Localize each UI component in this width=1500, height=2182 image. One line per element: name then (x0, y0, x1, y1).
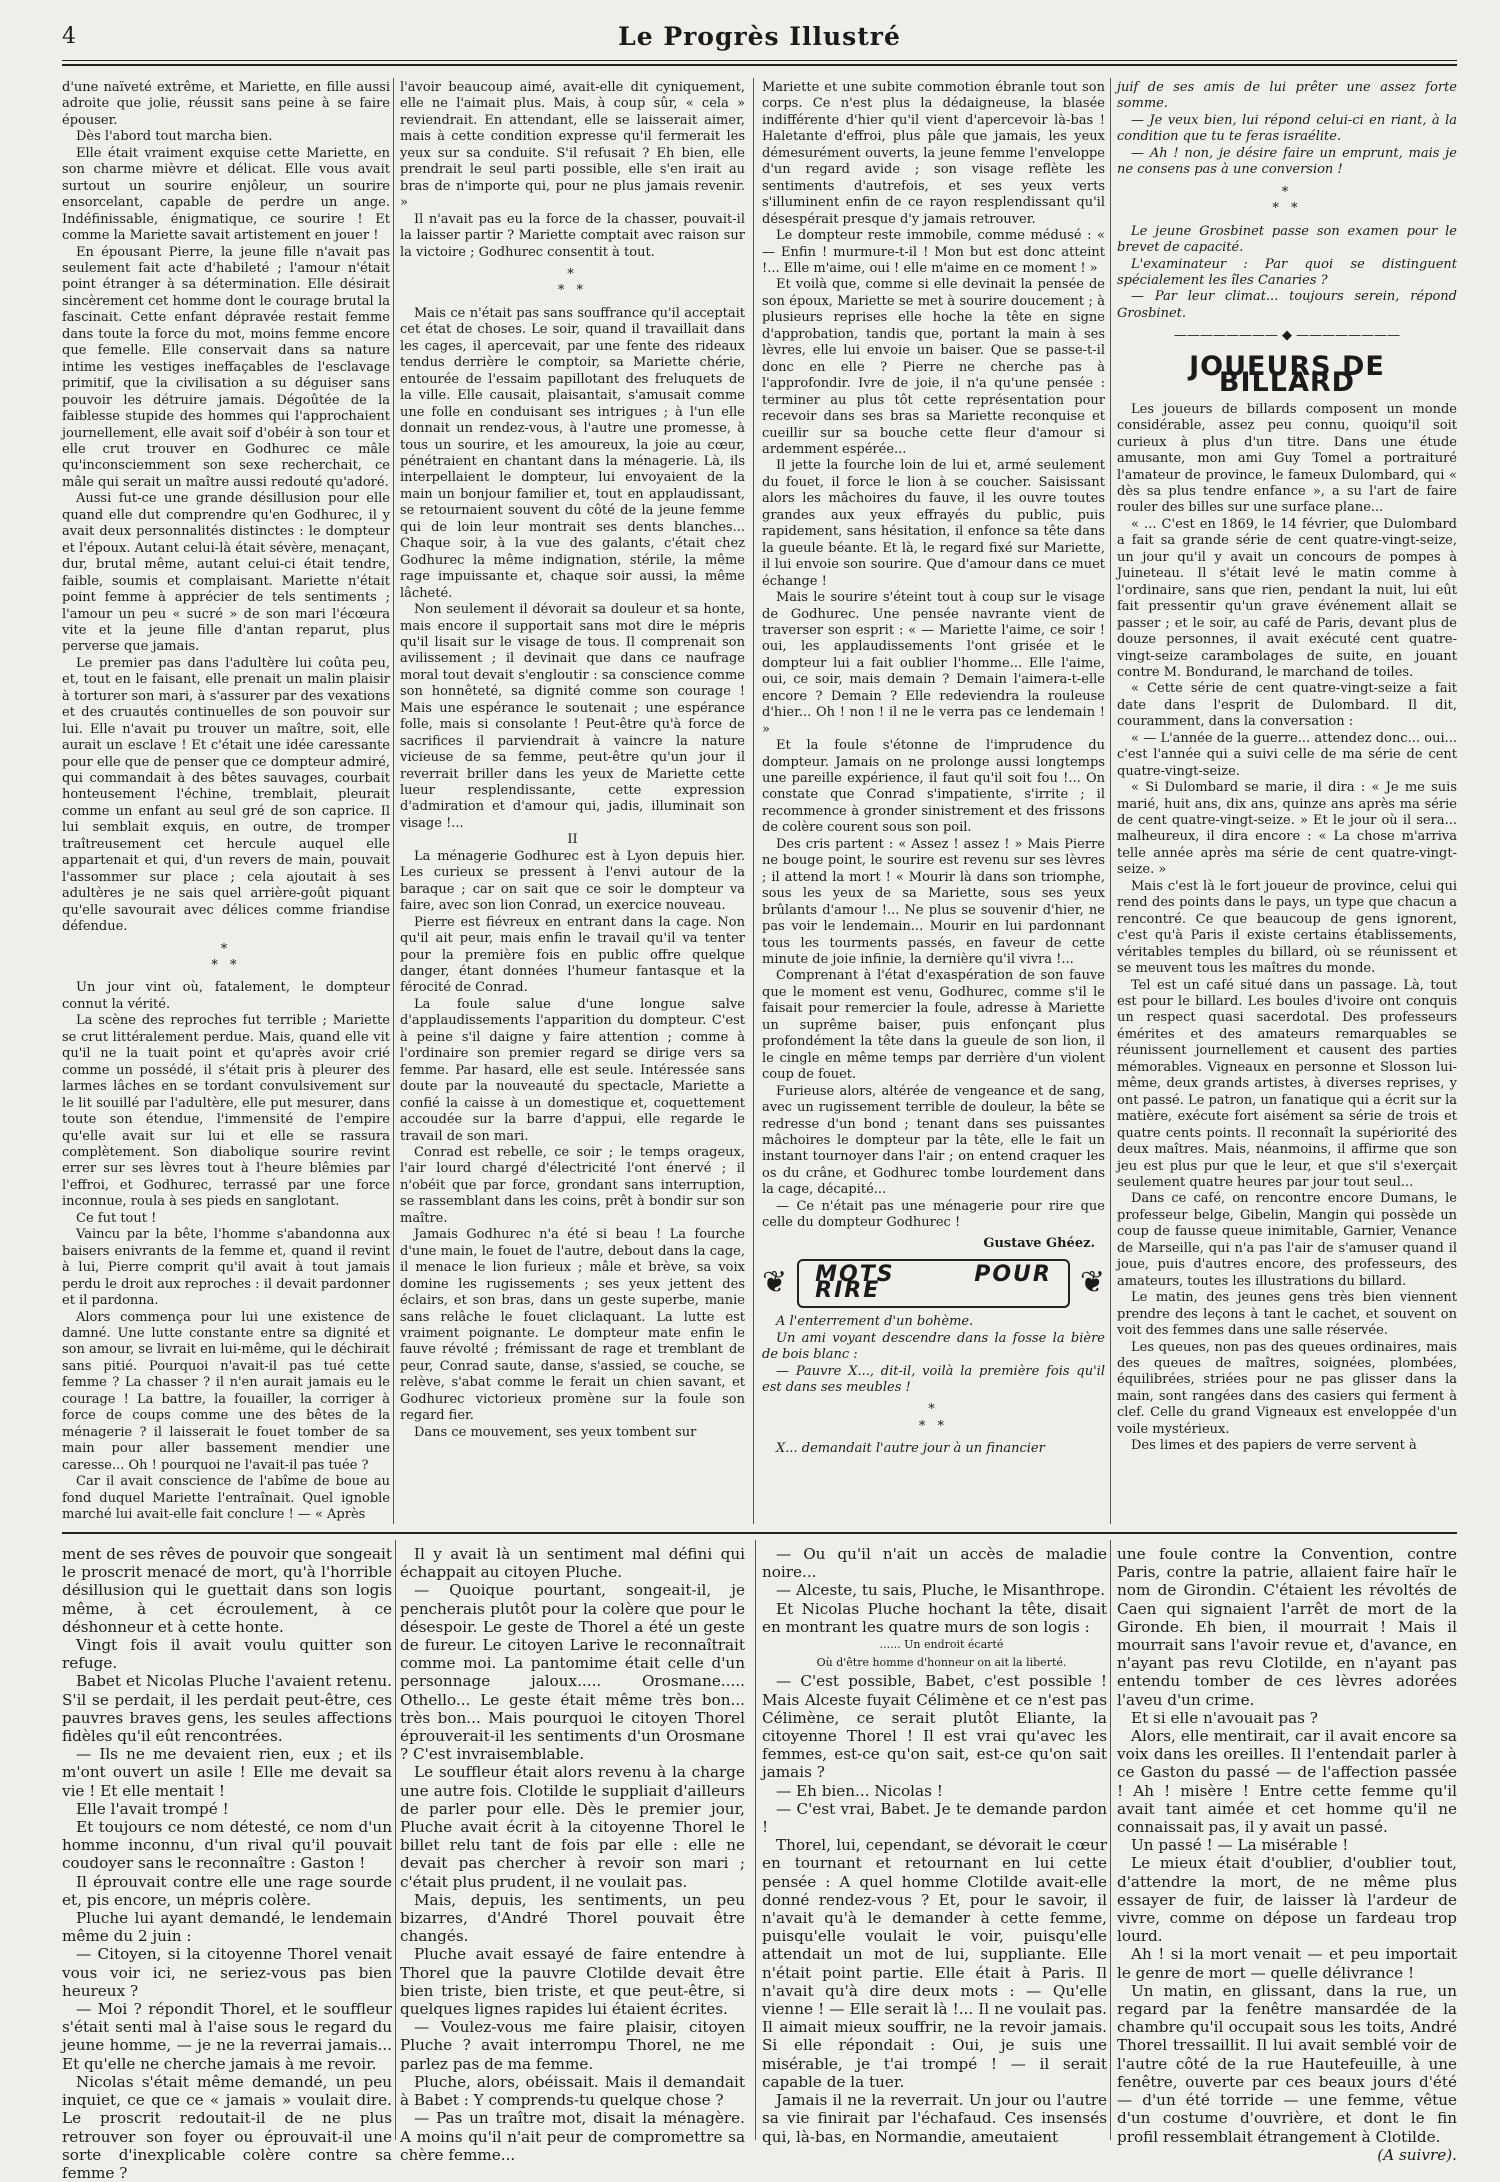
column-divider (753, 78, 754, 1524)
section-stars: * * * (211, 941, 241, 974)
paragraph: ment de ses rêves de pouvoir que songeait le proscrit menacé de mort, qu'à l'horrible désillusion qui le guettait dans son logis même, à cet écroulement, à ce déshonneur et à cette honte. (62, 1545, 392, 1636)
paragraph: Mais le sourire s'éteint tout à coup sur le visage de Godhurec. Une pensée navrante vient de traverser son esprit : « — Mariette l'aime, ce soir ! oui, les applaudissements l'ont grisée et le dompteur lui a fait oublier l'homme... Elle l'aime, oui, ce soir, mais demain ? Demain l'aimera-t-elle encore ? Demain ? Elle redeviendra la rouleuse d'hier... Oh ! non ! il ne le verra pas ce lendemain ! » (762, 590, 1105, 737)
masthead-title: Le Progrès Illustré (618, 22, 901, 51)
verse-quote: ...... Un endroit écarté (879, 1638, 1004, 1652)
paragraph: Alors, elle mentirait, car il avait encore sa voix dans les oreilles. Il l'entendait parler à ce Gaston du passé — de l'affection passée ! Ah ! misère ! Entre cette femme qu'il avait tant aimée et cet homme qu'il ne connaissait pas, il y avait un passé. (1117, 1727, 1457, 1837)
verse-quote: Où d'être homme d'honneur on ait la liberté. (816, 1656, 1067, 1670)
paragraph: Et la foule s'étonne de l'imprudence du dompteur. Jamais on ne prolonge aussi longtemps une pareille expérience, il faut qu'il soit fou !... On constate que Conrad s'impatiente, s'irrite ; il recommence à gronder sinistrement et des frissons de colère courent sous son poil. (762, 738, 1105, 836)
paragraph: Babet et Nicolas Pluche l'avaient retenu. S'il se perdait, il les perdait peut-être, ces pauvres braves gens, les seules affections fidèles qu'il eût rencontrées. (62, 1672, 392, 1746)
column-divider (393, 78, 394, 1524)
paragraph: « — L'année de la guerre... attendez donc... oui... c'est l'année qui a suivi celle de ma série de cent quatre-vingt-seize. (1117, 730, 1457, 779)
paragraph: Pluche avait essayé de faire entendre à Thorel que la pauvre Clotilde devait être bien triste, bien triste, et que peut-être, si quelques lignes rapides lui étaient écrites. (400, 1945, 745, 2019)
paragraph: Ah ! si la mort venait — et peu importait le genre de mort — quelle délivrance ! (1117, 1945, 1457, 1982)
paragraph: Ce fut tout ! (76, 1210, 157, 1226)
paragraph: Pierre est fiévreux en entrant dans la cage. Non qu'il ait peur, mais enfin le travail qu'il va tenter pour la première fois en public offre quelque danger, étant données l'humeur fantasque et la férocité de Conrad. (400, 914, 745, 996)
paragraph: Un matin, en glissant, dans la rue, un regard par la fenêtre mansardée de la chambre qu'il occupait sous les toits, André Thorel tressaillit. Il lui avait semblé voir de l'autre côté de la rue Hautefeuille, à une fenêtre, ouverte par ces beaux jours d'été — d'un été torride — une femme, vêtue d'un costume d'ouvrière, et dont le fin profil ressemblait étrangement à Clotilde. (1117, 1981, 1457, 2146)
paragraph: — Quoique pourtant, songeait-il, je pencherais plutôt pour la colère que pour le désespoir. Le geste de Thorel a été un geste de fureur. Le citoyen Larive le reconnaîtrait comme moi. La pantomime était celle d'un personnage jaloux..... Orosmane..... Othello... Le geste était même très bon... très bon... Mais pourquoi le citoyen Thorel éprouverait-il les sentiments d'un Orosmane ? C'est invraisemblable. (400, 1581, 745, 1764)
paragraph: — Alceste, tu sais, Pluche, le Misanthrope. (776, 1581, 1106, 1600)
paragraph: — Citoyen, si la citoyenne Thorel venait vous voir ici, ne seriez-vous pas bien heureux ? (62, 1945, 392, 2000)
paragraph: d'une naïveté extrême, et Mariette, en fille aussi adroite que jolie, réussit sans peine à se faire épouser. (62, 80, 390, 128)
paragraph: — Moi ? répondit Thorel, et le souffleur s'était senti mal à l'aise sous le regard du jeune homme, — je ne la reverrai jamais... Et qu'elle ne cherche jamais à me revoir. (62, 2000, 392, 2073)
paragraph: Des cris partent : « Assez ! assez ! » Mais Pierre ne bouge point, le sourire est revenu sur ses lèvres ; il attend la mort ! « Mourir là dans son triomphe, sous les yeux de sa Mariette, sous ses yeux brûlants d'amour !... Ne plus se souvenir d'hier, ne pas voir le lendemain... Mourir en lui pardonnant tous les tourments passés, en faveur de cette minute de joie infinie, la dernière qu'il vivra !... (762, 836, 1105, 968)
column-divider (755, 1540, 756, 2140)
paragraph: Les joueurs de billards composent un monde considérable, assez peu connu, quoiqu'il soit curieux à plus d'un titre. Dans une étude amusante, mon ami Guy Tomel a portraituré l'amateur de province, le fameux Dulombard, qui « dès sa plus tendre enfance », a su l'art de faire rouler des billes sur une surface plane... (1117, 401, 1457, 516)
section-number: II (567, 832, 578, 848)
ornament-icon: ❦ (1079, 1265, 1105, 1301)
paragraph: La scène des reproches fut terrible ; Mariette se crut littéralement perdue. Mais, quand elle vit qu'il ne la tuait point et qu'après avoir crié comme un possédé, il s'était pris à pleurer des larmes lâches en se tordant convulsivement sur le lit souillé par l'adultère, elle put mesurer, dans toute son étendue, l'immensité de l'empire qu'elle avait sur lui et elle se rassura complètement. Son diabolique sourire revint errer sur ses lèvres tout à l'heure blêmies par l'effroi, et Godhurec, terrassé par une force inconnue, roula à ses pieds en sanglotant. (62, 1013, 390, 1210)
paragraph: l'avoir beaucoup aimé, avait-elle dit cyniquement, elle ne l'aimait plus. Mais, à coup sûr, « cela » reviendrait. En attendant, elle se laisserait aimer, mais à cette condition expresse qu'il fermerait les yeux sur sa conduite. S'il refusait ? Eh bien, elle prendrait le seul parti possible, elle s'en irait au bras de n'importe qui, pour ne plus jamais revenir. » (400, 80, 745, 211)
paragraph: — Ils ne me devaient rien, eux ; et ils m'ont ouvert un asile ! Elle me devait sa vie ! Et elle mentait ! (62, 1745, 392, 1800)
paragraph: Pluche, alors, obéissait. Mais il demandait à Babet : Y comprends-tu quelque chose ? (400, 2072, 745, 2110)
paragraph: Vingt fois il avait voulu quitter son refuge. (62, 1636, 392, 1673)
paragraph: — Eh bien... Nicolas ! (776, 1781, 943, 1800)
paragraph: Conrad est rebelle, ce soir ; le temps orageux, l'air lourd chargé d'électricité l'ont énervé ; il n'obéit que par force, grondant sans interruption, se rassemblant dans les coins, prêt à bondir sur son maître. (400, 1145, 745, 1226)
paragraph: Mais ce n'était pas sans souffrance qu'il acceptait cet état de choses. Le soir, quand il travaillait dans les cages, il apercevait, par une fente des rideaux tendus derrière le comptoir, sa Mariette chérie, entourée de l'essaim papillotant des freluquets de la ville. Elle causait, plaisantait, s'amusait comme une folle en conduisant ses intrigues ; à l'un elle donnait un rendez-vous, à l'autre une promesse, à tous un sourire, et les amoureux, la joie au cœur, pénétraient en chantant dans la ménagerie. Là, ils interpellaient le dompteur, lui envoyaient de la main un bonjour familier et, tout en applaudissant, se retournaient souvent du côté de la jeune femme qui de loin leur montrait ses dents blanches... Chaque soir, à la vue des galants, c'était chez Godhurec la même indignation, stérile, la même rage impuissante et, chaque soir aussi, la même lâcheté. (400, 305, 745, 601)
joke-line: X... demandait l'autre jour à un financier (776, 1441, 1045, 1457)
paragraph: Les queues, non pas des queues ordinaires, mais des queues de maîtres, soignées, plombées, équilibrées, striées pour ne pas glisser dans la main, sont rangées dans des casiers qui ferment à clef. Celle du grand Vigneaux est enveloppée d'un voile mystérieux. (1117, 1339, 1457, 1437)
feuilleton-rule (62, 1532, 1457, 1534)
paragraph: — C'est possible, Babet, c'est possible ! Mais Alceste fuyait Célimène et ce n'est pas Célimène, ce serait plutôt Eliante, la citoyenne Thorel ! Il est vrai qu'avec les femmes, est-ce qu'on sait, est-ce qu'on sait jamais ? (762, 1672, 1107, 1782)
paragraph: Jamais il ne la reverrait. Un jour ou l'autre sa vie finirait par l'échafaud. Ces insensés qui, là-bas, en Normandie, ameutaient (762, 2091, 1107, 2146)
paragraph: Comprenant à l'état d'exaspération de son fauve que le moment est venu, Godhurec, comme s'il le faisait pour remercier la foule, adresse à Mariette un suprême baiser, puis enfonçant plus profondément la tête dans la gueule de son lion, il le cingle en même temps par derrière d'un violent coup de fouet. (762, 968, 1105, 1083)
paragraph: La foule salue d'une longue salve d'applaudissements l'apparition du dompteur. C'est à peine s'il daigne y faire attention ; comme à l'ordinaire son premier regard se dirige vers sa femme. Par hasard, elle est seule. Intéressée sans doute par la nouveauté du spectacle, Mariette a confié la caisse à un domestique et, coquettement accoudée sur la barre d'appui, elle regarde le travail de son mari. (400, 996, 745, 1144)
joke-line: — Je veux bien, lui répond celui-ci en riant, à la condition que tu te feras israélite. (1117, 112, 1457, 145)
paragraph: — Ce n'était pas une ménagerie pour rire que celle du dompteur Godhurec ! (762, 1198, 1105, 1231)
author-signature: Gustave Ghéez. (983, 1235, 1095, 1251)
paragraph: « Cette série de cent quatre-vingt-seize a fait date dans l'esprit de Dulombard. Il dit, couramment, dans la conversation : (1117, 681, 1457, 730)
paragraph: Un passé ! — La misérable ! (1131, 1836, 1349, 1855)
paragraph: Non seulement il dévorait sa douleur et sa honte, mais encore il supportait sans mot dire le mépris qu'il lisait sur le visage de tous. Il comprenait son avilissement ; il devinait que dans ce naufrage moral tout devait s'engloutir : sa conscience comme son honnêteté, sa dignité comme son courage ! Mais une espérance le soutenait ; une espérance folle, mais si consolante ! Peut-être qu'à force de sacrifices il parviendrait à vaincre la nature vicieuse de sa femme, peut-être qu'un jour il reverrait briller dans les yeux de Mariette cette lueur resplendissante, cette expression d'admiration et d'amour qui, jadis, illuminait son visage !... (400, 602, 745, 831)
header-rule-thick (62, 64, 1457, 66)
joke-line: L'examinateur : Par quoi se distinguent spécialement les îles Canaries ? (1117, 256, 1457, 288)
paragraph: Alors commença pour lui une existence de damné. Une lutte constante entre sa dignité et son amour, se livrait en lui-même, qui le déchirait sans pitié. Pourquoi n'avait-il pas tué cette femme ? La chasser ? il n'en aurait jamais eu le courage ! La battre, la fouailler, la corriger à force de coups comme une des bêtes de la ménagerie ? il laisserait le fouet tomber de sa main pour aller bassement mendier une caresse... Oh ! pourquoi ne l'avait-il pas tuée ? (62, 1309, 390, 1473)
paragraph: Il éprouvait contre elle une rage sourde et, pis encore, un mépris colère. (62, 1872, 392, 1909)
page-header (62, 22, 1457, 52)
paragraph: Des limes et des papiers de verre servent à (1131, 1438, 1417, 1454)
paragraph: Et toujours ce nom détesté, ce nom d'un homme inconnu, d'un rival qu'il pouvait coudoyer sans le reconnaître : Gaston ! (62, 1818, 392, 1873)
paragraph: Le souffleur était alors revenu à la charge une autre fois. Clotilde le suppliait d'ailleurs de parler pour elle. Dès le premier jour, Pluche avait écrit à la citoyenne Thorel le billet relu tant de fois par elle : elle ne devait pas chercher à revoir son mari ; c'était plus prudent, il ne voulait pas. (400, 1763, 745, 1891)
paragraph: Et Nicolas Pluche hochant la tête, disait en montrant les quatre murs de son logis : (762, 1599, 1107, 1636)
paragraph: Pluche lui ayant demandé, le lendemain même du 2 juin : (62, 1909, 392, 1946)
joke-line: Un ami voyant descendre dans la fosse la bière de bois blanc : (762, 1330, 1105, 1363)
article-headline: JOUEURS DE BILLARD (1189, 350, 1385, 399)
story-column-3 (762, 80, 1105, 1522)
feuilleton-column-3 (762, 1545, 1107, 2145)
paragraph: Dans ce café, on rencontre encore Dumans, le professeur belge, Gibelin, Mangin qui possède un coup de fausse queue inimitable, Garnier, Venance de Marseille, qui n'a pas l'air de s'amuser quand il joue, puis d'autres encore, des professeurs, des amateurs, toutes les illustrations du billard. (1117, 1191, 1457, 1289)
story-column-4 (1117, 80, 1457, 1522)
paragraph: La ménagerie Godhurec est à Lyon depuis hier. Les curieux se pressent à l'envi autour de la baraque ; car on sait que ce soir le dompteur va faire, avec son lion Conrad, un exercice nouveau. (400, 848, 745, 914)
joke-line: Le jeune Grosbinet passe son examen pour le brevet de capacité. (1117, 223, 1457, 256)
feuilleton-column-4 (1117, 1545, 1457, 2164)
paragraph: Et si elle n'avouait pas ? (1131, 1708, 1318, 1727)
paragraph: Le matin, des jeunes gens très bien viennent prendre des leçons à tant le cachet, et souvent on voit des femmes dans une salle réservée. (1117, 1290, 1457, 1339)
paragraph: Dès l'abord tout marcha bien. (76, 129, 273, 145)
paragraph: Furieuse alors, altérée de vengeance et de sang, avec un rugissement terrible de douleur, la bête se redresse d'un bond ; tenant dans ses puissantes mâchoires le dompteur par la tête, elle le fait un instant tournoyer dans l'air ; on entend craquer les os du crâne, et Godhurec tombe lourdement dans la cage, décapité... (762, 1083, 1105, 1198)
feuilleton-column-2 (400, 1545, 745, 2164)
paragraph: Dans ce mouvement, ses yeux tombent sur (414, 1424, 697, 1440)
paragraph: — Pas un traître mot, disait la ménagère. A moins qu'il n'ait peur de compromettre sa chère femme... (400, 2109, 745, 2164)
paragraph: Elle était vraiment exquise cette Mariette, en son charme mièvre et délicat. Elle vous avait surtout un sourire enjôleur, un sourire ensorcelant, capable de perdre un ange. Indéfinissable, énigmatique, ce sourire ! Et comme la Mariette savait artistement en jouer ! (62, 145, 390, 244)
paragraph: Mariette et une subite commotion ébranle tout son corps. Ce n'est plus la dédaigneuse, la blasée indifférente d'hier qu'il vient d'apercevoir là-bas ! Haletante d'effroi, plus pâle que jamais, les yeux démesurément ouverts, la jeune femme l'enveloppe d'un regard avide ; son visage reflète les sentiments d'autrefois, et ses yeux verts s'illuminent enfin de ce rayon resplendissant qu'il désespérait presque d'y jamais retrouver. (762, 80, 1105, 227)
page-number: 4 (62, 24, 76, 49)
paragraph: Il jette la fourche loin de lui et, armé seulement du fouet, il force le lion à se coucher. Saisissant alors les mâchoires du fauve, il les ouvre toutes grandes aux yeux effrayés du public, puis rapidement, sans hésitation, il enfonce sa tête dans la gueule béante. Et là, le regard fixé sur Mariette, il lui envoie son sourire. Que d'amour dans ce muet échange ! (762, 458, 1105, 589)
feuilleton-column-1 (62, 1545, 392, 2182)
paragraph: Vaincu par la bête, l'homme s'abandonna aux baisers enivrants de la femme et, quand il revint à lui, Pierre comprit qu'il avait à tout jamais perdu le droit aux reproches : il devait pardonner et il pardonna. (62, 1227, 390, 1309)
paragraph: Un jour vint où, fatalement, le dompteur connut la vérité. (62, 980, 390, 1012)
column-divider (1110, 1540, 1111, 2140)
paragraph: Mais c'est là le fort joueur de province, celui qui rend des points dans le pays, un type que chacun a rencontré. Ce que beaucoup de gens ignorent, c'est qu'à Paris il existe certains établissements, véritables temples du billard, où se réunissent et se meuvent tous les maîtres du monde. (1117, 878, 1457, 977)
story-column-1 (62, 80, 390, 1522)
paragraph: Thorel, lui, cependant, se dévorait le cœur en tournant et retournant en lui cette pensée : A quel homme Clotilde avait-elle donné rendez-vous ? Et, pour le savoir, il n'avait qu'à le demander à cette femme, puisqu'elle voulait le voir, puisqu'elle attendait un mot de lui, suppliante. Elle n'était point partie. Elle était à Paris. Il n'avait qu'à dire deux mots : — Qu'elle vienne ! — Elle serait là !... Il ne voulait pas. Il aimait mieux souffrir, ne la revoir jamais. Si elle répondait : Oui, je suis une misérable, je t'ai trompé ! — il serait capable de la tuer. (762, 1836, 1107, 2091)
paragraph: Mais, depuis, les sentiments, un peu bizarres, d'André Thorel pouvait être changés. (400, 1890, 745, 1946)
joke-line: A l'enterrement d'un bohème. (776, 1314, 974, 1330)
paragraph: une foule contre la Convention, contre Paris, contre la patrie, allaient faire haïr le nom de Girondin. C'étaient les révoltés de Caen qui signaient l'arrêt de mort de la Gironde. Eh bien, il mourrait ! Mais il mourrait sans l'avoir revue et, d'avance, en n'ayant pas revu Clotilde, en n'ayant pas entendu tomber de ces lèvres adorées l'aveu d'un crime. (1117, 1545, 1457, 1709)
paragraph: Jamais Godhurec n'a été si beau ! La fourche d'une main, le fouet de l'autre, debout dans la cage, il menace le lion furieux ; mâle et brève, sa voix domine les rugissements ; ses yeux jettent des éclairs, et son bras, dans un geste superbe, manie sans relâche le fouet cliclaquant. La lutte est vraiment poignante. Le dompteur mate enfin le fauve révolté ; frémissant de rage et tremblant de peur, Conrad saute, danse, s'assied, se couche, se relève, s'abat comme le ferait un chien savant, et Godhurec victorieux promène sur la foule son regard fier. (400, 1227, 745, 1424)
paragraph: Le mieux était d'oublier, d'oublier tout, d'attendre la mort, de ne même plus essayer de fuir, de laisser là l'ardeur de vivre, comme on dépose un fardeau trop lourd. (1117, 1854, 1457, 1946)
divider-ornament: ———————— ◆ ———————— (1173, 328, 1401, 344)
paragraph: Elle l'avait trompé ! (76, 1799, 229, 1818)
joke-line: — Pauvre X..., dit-il, voilà la première fois qu'il est dans ses meubles ! (762, 1363, 1105, 1395)
paragraph: Nicolas s'était même demandé, un peu inquiet, ce que ce « jamais » voulait dire. Le proscrit redoutait-il de ne plus retrouver son foyer ou éprouvait-il une sorte d'inexplicable colère contre sa femme ? (62, 2072, 392, 2182)
section-stars: * * * (1272, 184, 1302, 217)
banner-title: MOTS POUR RIRE (797, 1259, 1070, 1308)
paragraph: En épousant Pierre, la jeune fille n'avait pas seulement fait acte d'habileté ; l'amour n'était point étranger à sa détermination. Elle désirait sincèrement cet homme dont le courage brutal la fascinait. Cette enfant dépravée restait femme dans toute la force du mot, moins femme encore que femelle. Elle conservait dans sa nature intime les vestiges ineffaçables de l'esclavage primitif, que la civilisation a su déguiser sans pouvoir les détruire jamais. Dégoûtée de la faiblesse stupide des hommes qui l'approchaient journellement, elle avait soif d'obéir à son tour et elle crut trouver en Godhurec ce mâle qu'inconsciemment son sexe recherchait, ce mâle qui serait un maître aussi redouté qu'adoré. (62, 244, 390, 490)
ornament-icon: ❦ (762, 1265, 788, 1301)
paragraph: « Si Dulombard se marie, il dira : « Je me suis marié, huit ans, dix ans, quinze ans après ma série de cent quatre-vingt-seize. » Et le jour où il sera... malheureux, il dira encore : « La chose m'arriva telle année après ma série de cent quatre-vingt-seize. » (1117, 780, 1457, 878)
paragraph: Aussi fut-ce une grande désillusion pour elle quand elle dut comprendre qu'en Godhurec, il y avait deux personnalités distinctes : le dompteur et l'époux. Autant celui-là était sévère, menaçant, dur, brutal même, autant celui-ci était tendre, faible, soumis et complaisant. Mariette n'était point femme à apprécier de tels sentiments ; l'amour un peu « sucré » de son mari l'écœura vite et la jeune fille d'antan reparut, plus perverse que jamais. (62, 491, 390, 655)
paragraph: Le dompteur reste immobile, comme médusé : « — Enfin ! murmure-t-il ! Mon but est donc atteint !... Elle m'aime, oui ! elle m'aime en ce moment ! » (762, 228, 1105, 276)
joke-line: — Ah ! non, je désire faire un emprunt, mais je ne consens pas à une conversion ! (1117, 145, 1457, 178)
column-divider (1110, 78, 1111, 1524)
section-stars: * * * (557, 266, 588, 299)
paragraph: — C'est vrai, Babet. Je te demande pardon ! (762, 1799, 1107, 1837)
mots-pour-rire-banner (762, 1258, 1105, 1308)
paragraph: — Ou qu'il n'ait un accès de maladie noire... (762, 1545, 1107, 1582)
column-divider (395, 1540, 396, 2140)
paragraph: — Voulez-vous me faire plaisir, citoyen Pluche ? avait interrompu Thorel, ne me parlez pas de ma femme. (400, 2018, 745, 2073)
paragraph: Tel est un café situé dans un passage. Là, tout est pour le billard. Les boules d'ivoire ont conquis un respect quasi sacerdotal. Des professeurs émérites et des amateurs remarquables se réunissent journellement et causent des parties mémorables. Vigneaux en personne et Slosson lui-même, deux grands artistes, à diverses reprises, y ont passé. Le patron, un fanatique qui a écrit sur la matière, exécute fort aisément sa série de trois et quatre cents points. Il reconnaît la supériorité des deux maîtres. Mais, néanmoins, il affirme que son jeu est plus pur que le leur, et que s'il s'exerçait seulement quatre heures par jour tout seul... (1117, 977, 1457, 1190)
paragraph: Car il avait conscience de l'abîme de boue au fond duquel Mariette l'entraînait. Quel ignoble marché lui avait-elle fait conclure ! — « Après (62, 1474, 390, 1522)
joke-line: — Par leur climat... toujours serein, répond Grosbinet. (1117, 289, 1457, 321)
joke-line: juif de ses amis de lui prêter une assez forte somme. (1117, 80, 1457, 112)
section-stars: * * * (918, 1402, 949, 1434)
paragraph: Il y avait là un sentiment mal défini qui échappait au citoyen Pluche. (400, 1545, 745, 1582)
to-be-continued: (A suivre). (1377, 2145, 1457, 2164)
paragraph: « ... C'est en 1869, le 14 février, que Dulombard a fait sa grande série de cent quatre-vingt-seize, un jour qu'il y avait un concours de pompes à Juineteau. Il s'était levé le matin comme à l'ordinaire, sans que rien, pendant la nuit, lui eût fait pressentir qu'un grave événement allait se passer ; et le soir, au café de Paris, devant plus de douze personnes, il avait exécuté cent quatre-vingt-seize carambolages de suite, en jouant contre M. Bondurand, le marchand de toiles. (1117, 516, 1457, 680)
header-rule (62, 60, 1457, 61)
paragraph: Et voilà que, comme si elle devinait la pensée de son époux, Mariette se met à sourire doucement ; à plusieurs reprises elle hoche la tête en signe d'approbation, tandis que, portant la main à ses lèvres, elle lui envoie un baiser. Que se passe-t-il donc en elle ? Pierre ne cherche pas à l'approfondir. Ivre de joie, il n'a qu'une pensée : terminer au plus tôt cette représentation pour recevoir dans ses bras sa Mariette reconquise et cueillir sur sa bouche cette fleur d'amour si ardemment espérée... (762, 277, 1105, 457)
story-column-2 (400, 80, 745, 1522)
paragraph: Le premier pas dans l'adultère lui coûta peu, et, tout en le faisant, elle prenait un malin plaisir à torturer son mari, à s'assurer par des vexations et des cruautés continuelles de son pouvoir sur lui. Elle n'avait pu trouver un maître, soit, elle aurait un esclave ! Et c'était une idée caressante pour elle que de penser que ce dompteur admiré, qui commandait à des bêtes sauvages, courbait honteusement l'échine, tremblait, pleurait comme un enfant au seul gré de son caprice. Il lui semblait exquis, en outre, de tromper traîtreusement cet hercule auquel elle appartenait et qui, d'un revers de main, pouvait l'assommer sur place ; cela ajoutait à ses adultères je ne sais quel arrière-goût piquant qu'elle savourait avec délices comme friandise défendue. (62, 655, 390, 935)
paragraph: Il n'avait pas eu la force de la chasser, pouvait-il la laisser partir ? Mariette comptait avec raison sur la victoire ; Godhurec consentit à tout. (400, 211, 745, 260)
